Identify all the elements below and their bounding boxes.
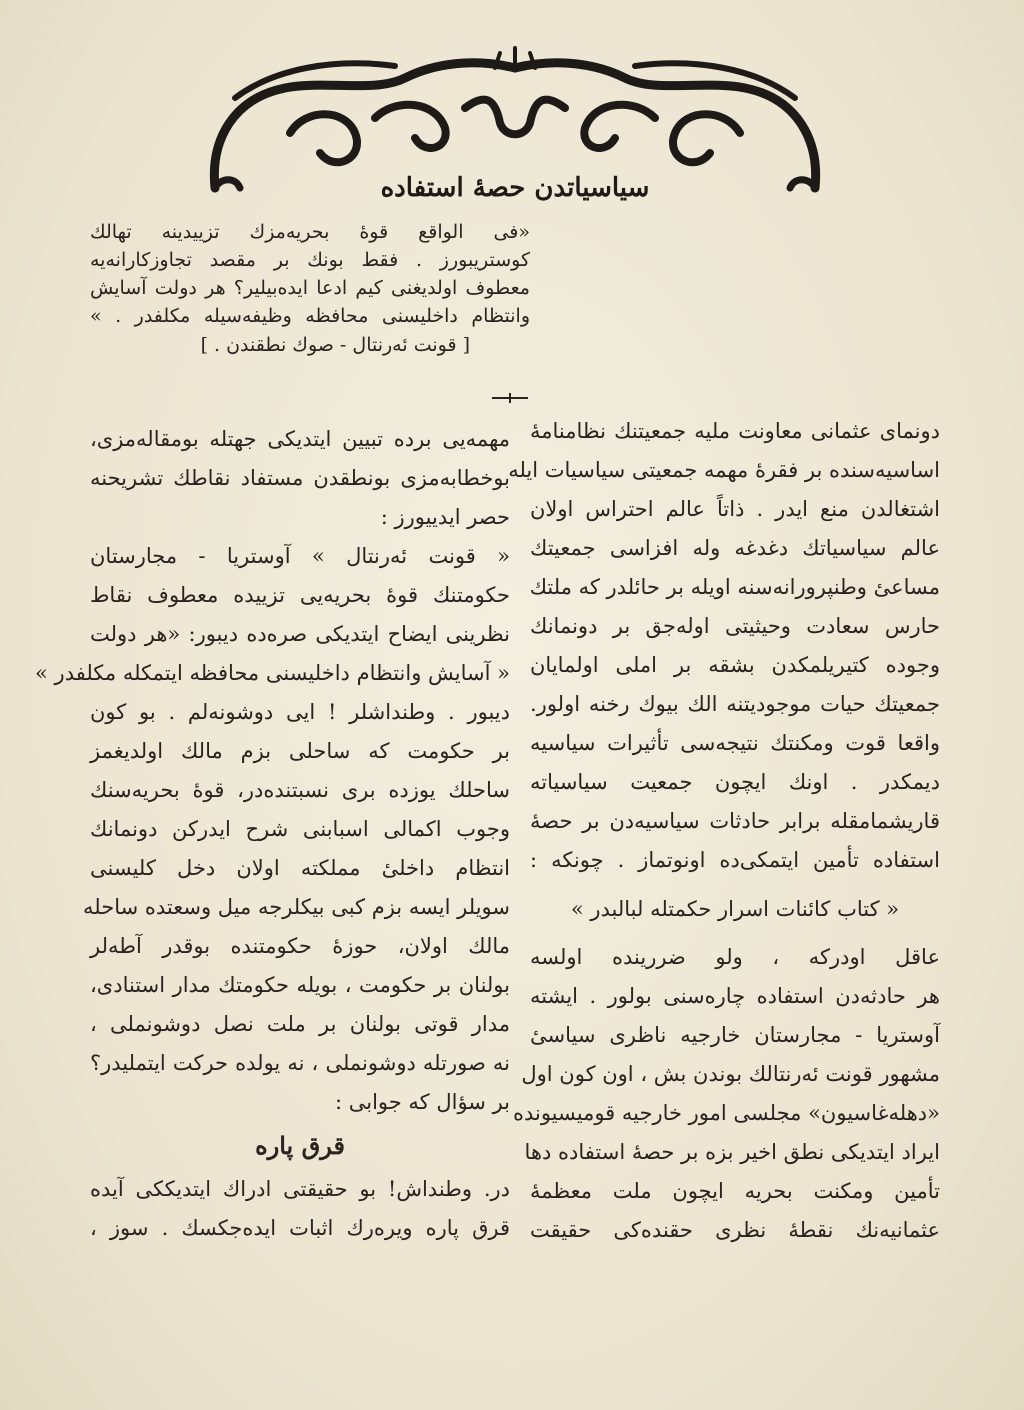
epigraph-line: وانتظام داخلیسنی محافظه وظیفه‌سیله مکلفدر . » — [90, 305, 530, 327]
article-title: سیاسیاتدن حصهٔ استفاده — [380, 173, 650, 203]
text-line: « آسایش وانتظام داخلیسنی محافظه ایتمکله مکلفدر » — [35, 661, 510, 685]
text-line: حکومتنك قوهٔ بحریه‌یی تزییده معطوف نقاط — [90, 583, 510, 607]
text-line: حارس سعادت وحیثیتی اوله‌جق بر دونمانك — [530, 614, 940, 638]
text-line: عاقل اودرکه ، ولو ضررینده اولسه — [530, 945, 940, 969]
text-line: آوستریا - مجارستان خارجیه ناظری سیاسیٔ — [530, 1023, 940, 1047]
text-line: مساعئ وطنپرورانه‌سنه اویله بر حائلدر که ملتك — [529, 575, 940, 599]
section-heading: قرق پاره — [255, 1131, 345, 1160]
text-line: مشهور قونت ئه‌رنتالك بوندن بش ، اون کون اول — [521, 1062, 940, 1086]
text-line: بولنان بر حکومت ، بویله حکومتك مدار استنادی، — [90, 973, 510, 997]
text-line: ساحلك یوزده بری نسبتنده‌در، قوهٔ بحریه‌سنك — [90, 778, 510, 802]
text-line: انتظام داخلیٔ مملکته اولان دخل کلیسنی — [90, 856, 510, 880]
text-line: مدار قوتی بولنان بر ملت نصل دوشونملی ، — [90, 1012, 510, 1036]
text-line: اساسیه‌سنده بر فقرهٔ مهمه جمعیتی سیاسیات ایله — [508, 458, 940, 482]
text-line: وجوده کتیریلمکدن بشقه بر املی اولمایان — [530, 653, 940, 677]
text-line: ایراد ایتدیکی نطق اخیر بزه بر حصهٔ استفاده دها — [524, 1140, 940, 1164]
text-line: تأمین ومکنت بحریه ایچون ملت معظمهٔ — [530, 1179, 940, 1203]
text-line: نظرینی ایضاح ایتدیکی صره‌ده دیبور: «هر دولت — [90, 622, 510, 646]
text-line: «دهله‌غاسیون» مجلسی امور خارجیه قومیسیونده — [512, 1101, 940, 1125]
text-line: حصر ایدییورز : — [380, 505, 510, 529]
text-line: قرق پاره ویره‌رك اثبات ایده‌جکسك . سوز ، — [90, 1216, 510, 1240]
text-line: « قونت ئه‌رنتال » آوستریا - مجارستان — [90, 544, 510, 568]
text-line: دونمای عثمانی معاونت ملیه جمعیتنك نظامنامهٔ — [530, 419, 940, 443]
text-line: مهمه‌یی برده تبیین ایتدیکی جهتله بومقاله‌مزی، — [90, 427, 510, 451]
text-line: بر حکومت که ساحلی بزم مالك اولدیغمز — [90, 739, 510, 763]
epigraph-line: کوستریبورز . فقط بونك بر مقصد تجاوزکارانه‌یه — [90, 249, 530, 271]
text-line: جمعیتك حیات موجودیتنه الك بیوك رخنه اولور. — [530, 692, 940, 716]
text-line: واقعا قوت ومکنتك نتیجه‌سی تأثیرات سیاسیه — [530, 731, 940, 755]
text-line: عثمانیه‌نك نقطهٔ نظری حقنده‌کی حقیقت — [530, 1218, 940, 1242]
text-line: هر حادثه‌دن استفاده چاره‌سنی بولور . ایشته — [530, 984, 940, 1008]
divider-ornament — [490, 392, 530, 404]
text-line: نه صورتله دوشونملی ، نه یولده حرکت ایتملیدر؟ — [90, 1051, 510, 1075]
left-column — [35, 420, 510, 1248]
epigraph-source: [ قونت ئه‌رنتال - صوك نطقندن . ] — [200, 334, 470, 356]
text-line: بوخطابه‌مزی بونطقدن مستفاد نقاطك تشریحنه — [90, 466, 510, 490]
epigraph — [90, 218, 530, 360]
text-line: دیبور . وطنداشلر ! ایی دوشونه‌لم . بو کون — [90, 700, 510, 724]
text-line: قاریشمامقله برابر حادثات سیاسیه‌دن بر حصهٔ — [530, 809, 940, 833]
text-line: اشتغالدن منع ایدر . ذاتاً عالم احتراس اولان — [530, 497, 940, 521]
text-line: استفاده تأمین ایتمکی‌ده اونوتماز . چونکه : — [530, 848, 940, 872]
text-line: در. وطنداش! بو حقیقتی ادراك ایتدیککی آیده — [90, 1177, 510, 1201]
text-line: عالم سیاسیاتك دغدغه وله افزاسی جمعیتك — [530, 536, 940, 560]
right-column — [508, 412, 940, 1250]
text-line: مالك اولان، حوزهٔ حکومتنده بوقدر آطه‌لر — [90, 934, 510, 958]
text-line: بر سؤال که جوابی : — [334, 1090, 510, 1114]
text-line: وجوب اکمالی اسبابنی شرح ایدرکن دونمانك — [90, 817, 510, 841]
text-line: سویلر ایسه بزم کبی بیکلرجه میل وسعتده ساحله — [83, 895, 510, 919]
text-line: دیمکدر . اونك ایچون جمعیت سیاسیاته — [530, 770, 940, 794]
epigraph-line: معطوف اولدیغنی کیم ادعا ایده‌بیلیر؟ هر دولت آسایش — [90, 277, 530, 299]
maxim-quote: « کتاب کائنات اسرار حکمتله لبالبدر » — [570, 897, 900, 921]
epigraph-line: «فی الواقع قوهٔ بحریه‌مزك تزییدینه تهالك — [90, 221, 530, 243]
